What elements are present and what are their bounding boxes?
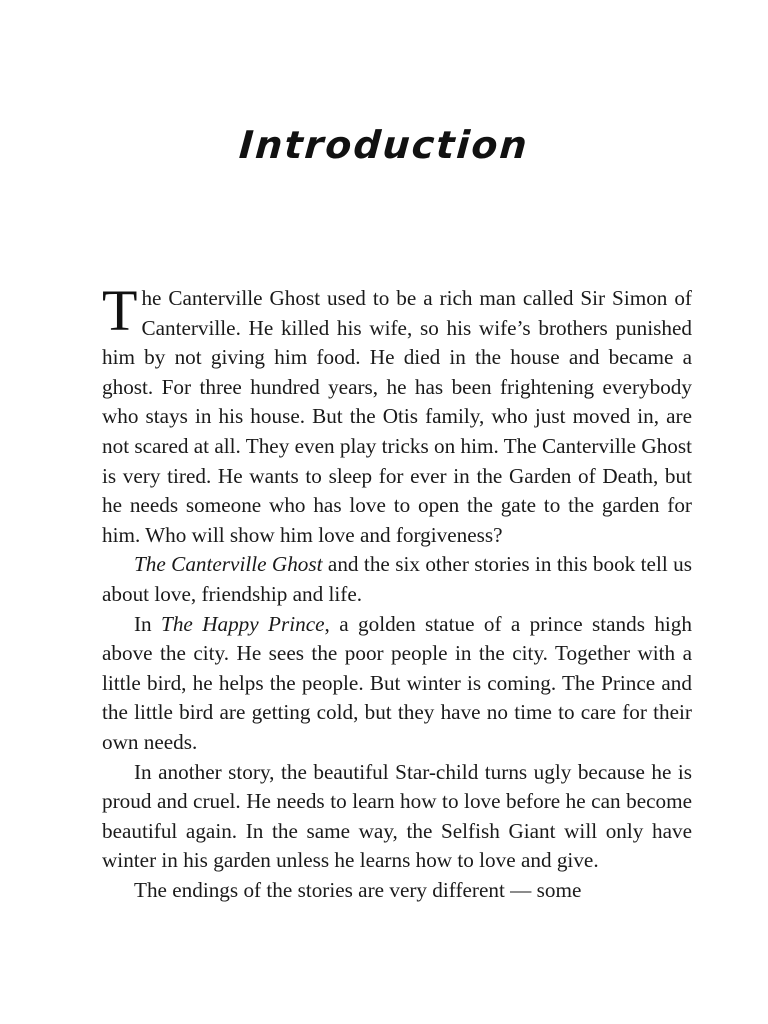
paragraph-3-lead: In xyxy=(134,611,162,636)
paragraph-4 xyxy=(102,758,692,876)
book-title-canterville: The Canterville Ghost xyxy=(134,552,323,577)
paragraph-5-text: The endings of the stories are very different — some xyxy=(134,877,582,902)
drop-cap: T xyxy=(102,278,138,343)
paragraph-4-text: In another story, the beautiful Star-child turns ugly because he is proud and cruel. He needs to learn how to love before he can become beautiful again. In the same way, the Selfish Giant will only have winter in his garden unless he learns how to love and give. xyxy=(102,759,692,873)
paragraph-5 xyxy=(102,876,692,906)
paragraph-2 xyxy=(102,550,692,609)
chapter-title: Introduction xyxy=(237,123,531,168)
paragraph-1 xyxy=(102,278,692,550)
paragraph-1-text: he Canterville Ghost used to be a rich man called Sir Simon of Canterville. He killed his wife, so his wife’s brothers punished him by not giving him food. He died in the house and became a ghost. For three hundred years, he has been frightening everybody who stays in his house. But the Otis family, who just moved in, are not scared at all. They even play tricks on him. The Canterville Ghost is very tired. He wants to sleep for ever in the Garden of Death, but he needs someone who has love to open the gate to the garden for him. Who will show him love and forgiveness? xyxy=(102,286,692,547)
book-title-happy-prince: The Happy Prince xyxy=(161,611,325,636)
paragraph-3 xyxy=(102,610,692,758)
paragraph-2-text: and the six other stories in this book tell us about love, friendship and life. xyxy=(102,552,692,606)
body-text xyxy=(102,278,692,905)
paragraph-3-text: , a golden statue of a prince stands high above the city. He sees the poor people in the city. Together with a little bird, he helps the people. But winter is coming. The Prince and the little bird are getting cold, but they have no time to care for their own needs. xyxy=(102,611,692,754)
